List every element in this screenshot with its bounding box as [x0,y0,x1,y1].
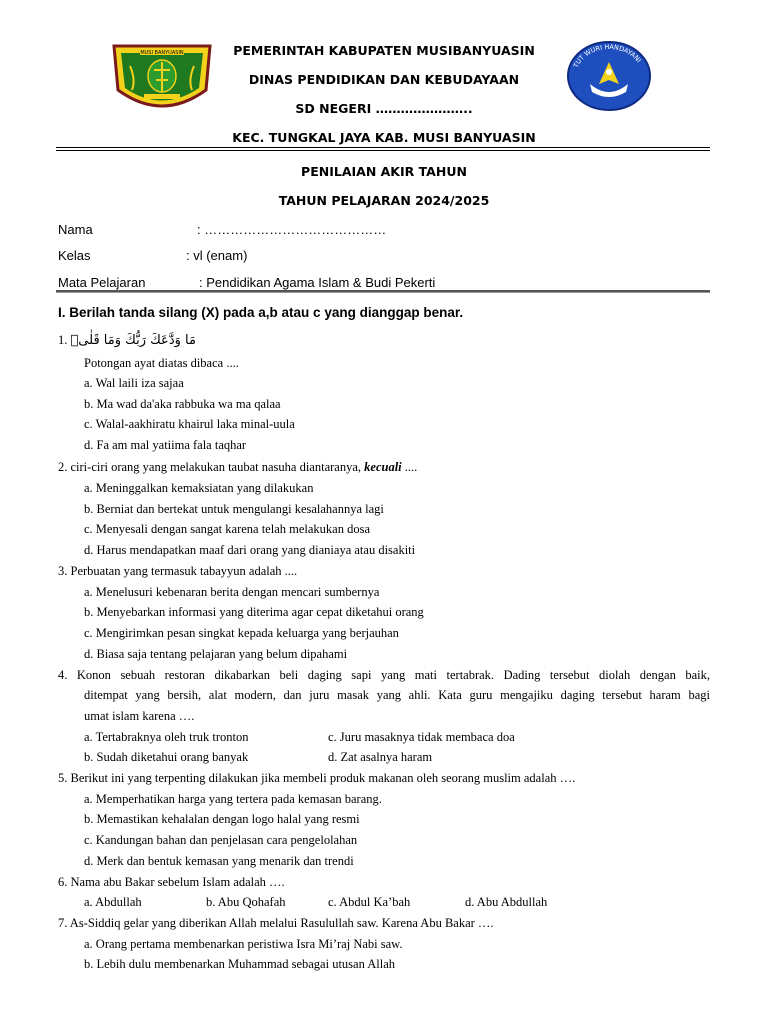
exam-title: PENILAIAN AKIR TAHUN [301,164,467,179]
q5-option-c[interactable]: c. Kandungan bahan dan penjelasan cara pengelolahan [84,833,358,847]
question-1 [58,333,196,348]
question-4-line-2: ditempat yang bersih, alat modern, dan juru masak yang ahli. Kata guru mengajiku daging tersebut haram bagi [84,688,710,702]
q2-option-d[interactable]: d. Harus mendapatkan maaf dari orang yang dianiaya atau disakiti [84,543,416,557]
q3-option-c[interactable]: c. Mengirimkan pesan singkat kepada keluarga yang berjauhan [84,626,399,640]
question-1-text: Potongan ayat diatas dibaca .... [84,356,239,370]
kelas-label: Kelas [58,248,91,263]
question-3-text: 3. Perbuatan yang termasuk tabayyun adalah .... [58,564,298,578]
q2-option-a[interactable]: a. Meninggalkan kemaksiatan yang dilakukan [84,481,314,495]
q1-option-d[interactable]: d. Fa am mal yatiima fala taqhar [84,438,247,452]
mapel-label: Mata Pelajaran [58,275,146,290]
q6-option-a[interactable]: a. Abdullah [84,895,142,909]
nama-field[interactable]: : …………………………………… [197,222,387,237]
question-1-number: 1. [58,333,71,347]
question-2-emphasis: kecuali [364,460,402,474]
exam-year: TAHUN PELAJARAN 2024/2025 [278,193,490,208]
q2-option-b[interactable]: b. Berniat dan bertekat untuk mengulangi kesalahannya lagi [84,502,384,516]
mapel-value: : Pendidikan Agama Islam & Budi Pekerti [199,275,436,290]
header-line-4: KEC. TUNGKAL JAYA KAB. MUSI BANYUASIN [232,130,536,145]
q3-option-a[interactable]: a. Menelusuri kebenaran berita dengan mencari sumbernya [84,585,380,599]
identity-divider [56,290,710,293]
header-line-3: SD NEGERI ………………….. [295,101,473,116]
question-2-text: 2. ciri-ciri orang yang melakukan taubat nasuha diantaranya, [58,460,365,474]
header-line-1: PEMERINTAH KABUPATEN MUSIBANYUASIN [233,43,535,58]
q1-option-a[interactable]: a. Wal laili iza sajaa [84,376,184,390]
question-4-line-1: 4. Konon sebuah restoran dikabarkan beli daging sapi yang mati tertabrak. Dading tersebut diolah dengan baik, [58,668,710,682]
q5-option-b[interactable]: b. Memastikan kehalalan dengan logo halal yang resmi [84,812,360,826]
logo-left-text: MUSI BANYUASIN [140,50,184,56]
question-1-arabic: مَا وَدَّعَكَ رَبُّكَ وَمَا قَلٰىۗ [70,333,196,348]
q5-option-d[interactable]: d. Merk dan bentuk kemasan yang menarik dan trendi [84,854,354,868]
header-divider [56,147,710,151]
q4-option-d[interactable]: d. Zat asalnya haram [328,750,433,764]
question-2-tail: .... [401,460,418,474]
q4-option-a[interactable]: a. Tertabraknya oleh truk tronton [84,730,249,744]
header-line-2: DINAS PENDIDIKAN DAN KEBUDAYAAN [248,72,520,87]
q6-option-b[interactable]: b. Abu Qohafah [206,895,286,909]
q5-option-a[interactable]: a. Memperhatikan harga yang tertera pada kemasan barang. [84,792,382,806]
q4-option-c[interactable]: c. Juru masaknya tidak membaca doa [328,730,515,744]
q7-option-a[interactable]: a. Orang pertama membenarkan peristiwa Isra Mi’raj Nabi saw. [84,937,403,951]
q3-option-d[interactable]: d. Biasa saja tentang pelajaran yang belum dipahami [84,647,348,661]
instruction: I. Berilah tanda silang (X) pada a,b atau c yang dianggap benar. [58,305,464,320]
q6-option-d[interactable]: d. Abu Abdullah [465,895,548,909]
q1-option-b[interactable]: b. Ma wad da'aka rabbuka wa ma qalaa [84,397,281,411]
q1-option-c[interactable]: c. Walal-aakhiratu khairul laka minal-uula [84,417,295,431]
logo-right-text: TUT WURI HANDAYANI [571,42,643,69]
q3-option-b[interactable]: b. Menyebarkan informasi yang diterima agar cepat diketahui orang [84,605,424,619]
question-5-text: 5. Berikut ini yang terpenting dilakukan jika membeli produk makanan oleh seorang muslim adalah …. [58,771,576,785]
q6-option-c[interactable]: c. Abdul Ka’bah [328,895,411,909]
question-4-line-3: umat islam karena …. [84,709,195,723]
q4-option-b[interactable]: b. Sudah diketahui orang banyak [84,750,249,764]
kelas-value: : vl (enam) [186,248,248,263]
question-2 [58,460,417,475]
question-6-text: 6. Nama abu Bakar sebelum Islam adalah …. [58,875,285,889]
q7-option-b[interactable]: b. Lebih dulu membenarkan Muhammad sebagai utusan Allah [84,957,396,971]
nama-label: Nama [58,222,93,237]
q2-option-c[interactable]: c. Menyesali dengan sangat karena telah melakukan dosa [84,522,370,536]
question-7-text: 7. As-Siddiq gelar yang diberikan Allah melalui Rasulullah saw. Karena Abu Bakar …. [58,916,494,930]
